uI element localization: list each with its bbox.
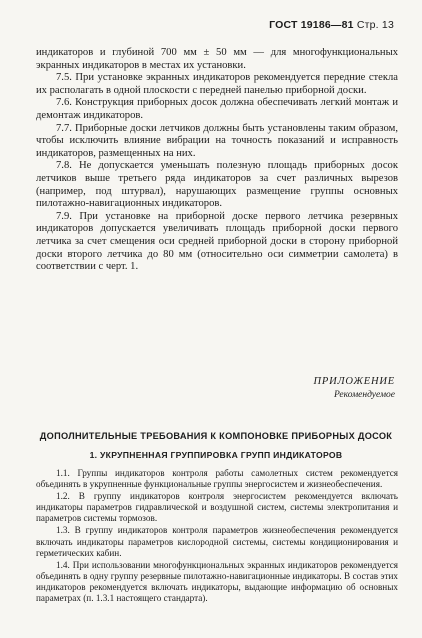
appendix-heading bbox=[314, 376, 396, 400]
paragraph-7-7: 7.7. Приборные доски летчиков должны быть установлены таким образом, чтобы исключить влияние вибрации на точность показаний и исправность индикаторов, размещенных на них. bbox=[36, 122, 398, 159]
appendix-title: ПРИЛОЖЕНИЕ bbox=[313, 376, 395, 387]
paragraph-1-4: 1.4. При использовании многофункциональных экранных индикаторов рекомендуется объединять в одну группу резервные пилотажно-навигационные индикаторы. В состав этих индикаторов рекомендуется включать индикаторы, выдающие информацию об основных параметрах (п. 1.3.1 настоящего стандарта). bbox=[36, 559, 398, 604]
paragraph-1-1: 1.1. Группы индикаторов контроля работы самолетных систем рекомендуется объединять в укрупненные функциональные группы энергосистем и жизнеобеспечения. bbox=[36, 468, 398, 490]
appendix-body-text bbox=[36, 468, 398, 605]
page-header bbox=[269, 19, 394, 31]
paragraph-7-5: 7.5. При установке экранных индикаторов рекомендуется передние стекла их располагать в одной плоскости с передней панелью приборной доски. bbox=[36, 72, 398, 96]
main-body-text bbox=[36, 47, 398, 274]
paragraph-1-2: 1.2. В группу индикаторов контроля энергосистем рекомендуется включать индикаторы параметров гидравлической и воздушной систем, системы электропитания и параметров системы тормозов. bbox=[36, 491, 398, 524]
paragraph-7-6: 7.6. Конструкция приборных досок должна обеспечивать легкий монтаж и демонтаж индикаторов. bbox=[36, 97, 398, 121]
paragraph-continuation: индикаторов и глубиной 700 мм ± 50 мм — для многофункциональных экранных индикаторов в местах их установки. bbox=[36, 47, 398, 71]
page-number: Стр. 13 bbox=[356, 19, 394, 31]
paragraph-7-9: 7.9. При установке на приборной доске первого летчика резервных индикаторов допускается увеличивать площадь приборной доски первого летчика за счет смещения оси средней приборной доски в сторону приборной доски второго летчика до 80 мм (относительно оси симметрии самолета) в соответствии с черт. 1. bbox=[36, 210, 398, 273]
section-title: ДОПОЛНИТЕЛЬНЫЕ ТРЕБОВАНИЯ К КОМПОНОВКЕ ПРИБОРНЫХ ДОСОК bbox=[39, 431, 393, 441]
standard-number: ГОСТ 19186—81 bbox=[269, 19, 354, 31]
paragraph-7-8: 7.8. Не допускается уменьшать полезную площадь приборных досок летчиков выше третьего ряда индикаторов за счет различных вырезов (например, под штурвал), нарушающих размещение группы основных пилотажно-навигационных индикаторов. bbox=[36, 160, 398, 210]
paragraph-1-3: 1.3. В группу индикаторов контроля параметров жизнеобеспечения рекомендуется включать индикаторы параметров кислородной системы, системы кондиционирования и герметических кабин. bbox=[36, 525, 398, 558]
appendix-subtitle: Рекомендуемое bbox=[333, 390, 395, 400]
subsection-title: 1. УКРУПНЕННАЯ ГРУППИРОВКА ГРУПП ИНДИКАТОРОВ bbox=[89, 450, 343, 460]
